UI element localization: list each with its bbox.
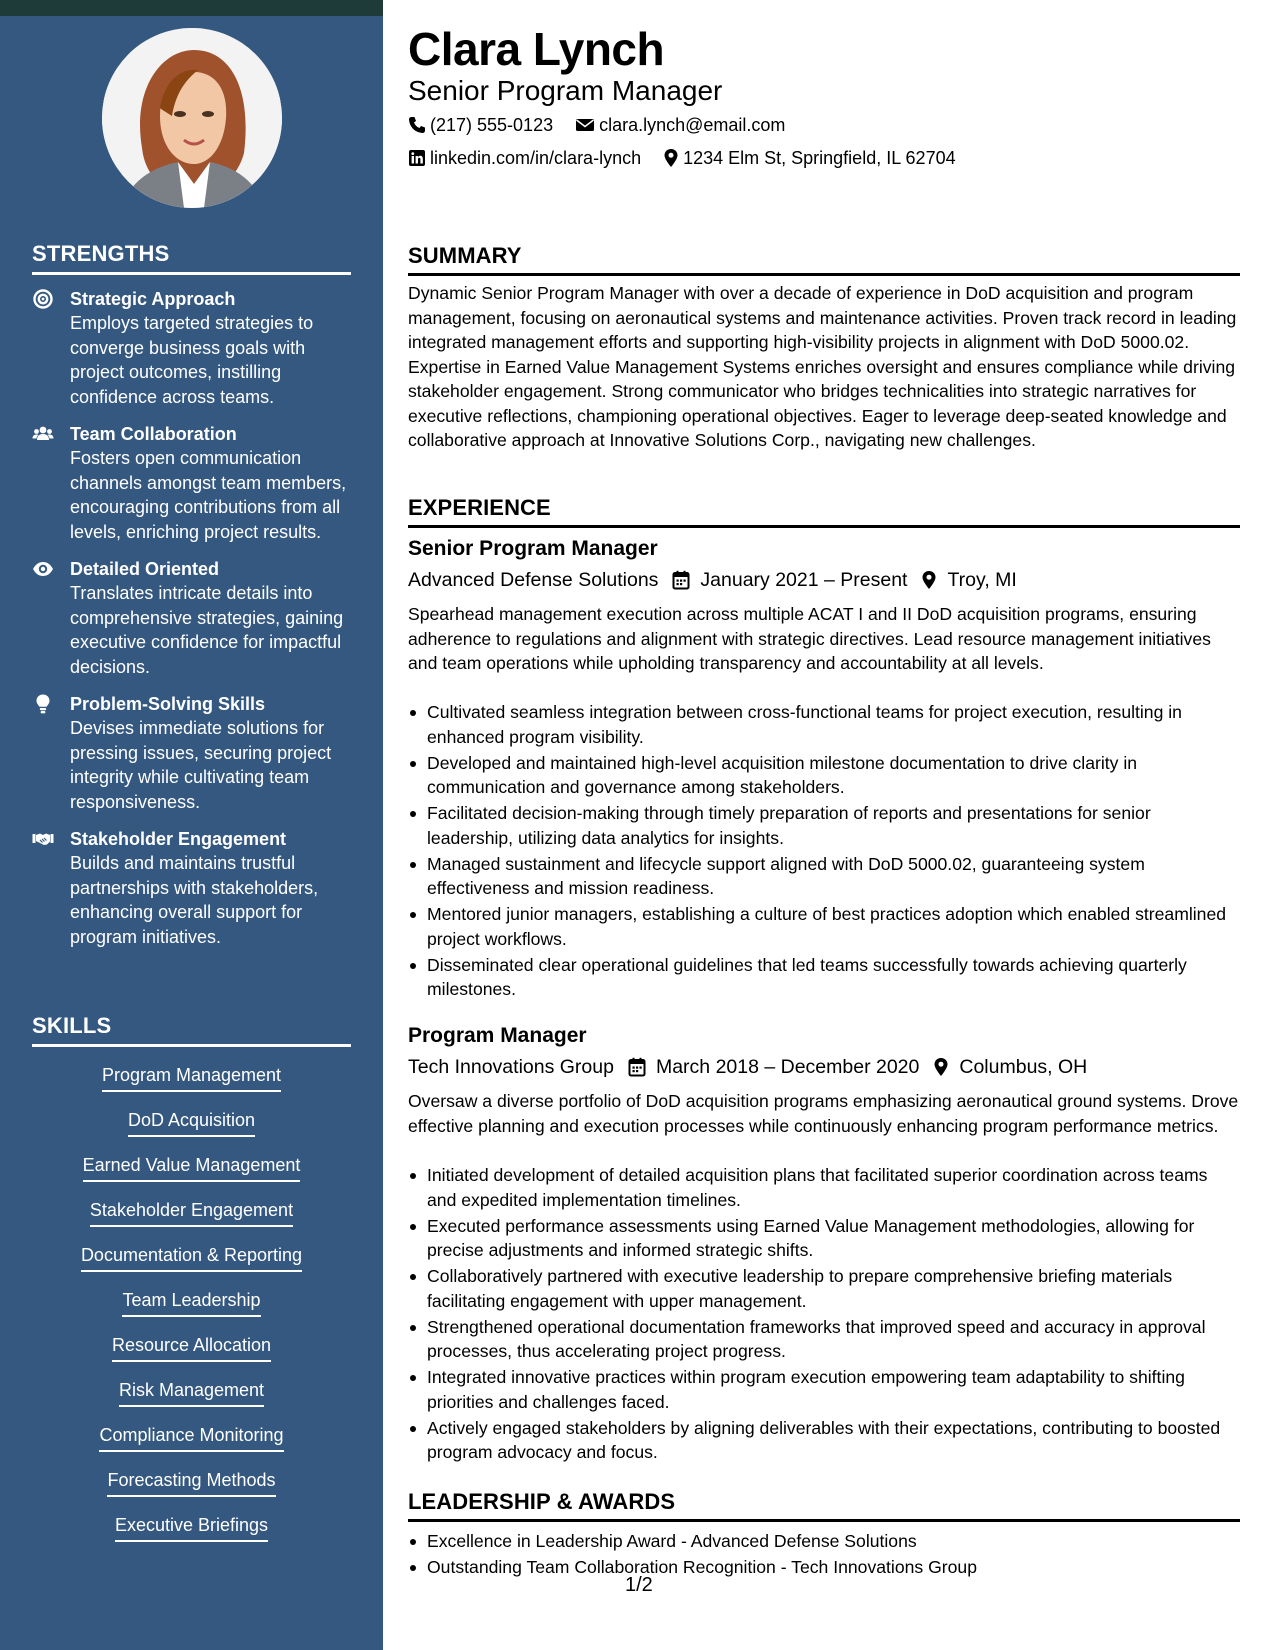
envelope-icon (575, 117, 595, 133)
leadership-heading: LEADERSHIP & AWARDS (408, 1489, 1240, 1522)
job-bullet: Strengthened operational documentation frameworks that improved speed and accuracy in approval processes, thus accelerating project progress. (408, 1315, 1240, 1364)
strength-title: Strategic Approach (70, 289, 236, 309)
job-location-text: Columbus, OH (959, 1056, 1088, 1078)
job-bullet-list (408, 1163, 1240, 1466)
job-dates (628, 1054, 919, 1080)
strength-title: Team Collaboration (70, 424, 237, 444)
job-bullet: Actively engaged stakeholders by aligning deliverables with their expectations, contributing to boosted program advocacy and focus. (408, 1416, 1240, 1465)
profile-photo (102, 28, 282, 208)
phone-text: (217) 555-0123 (430, 115, 554, 135)
job-location-text: Troy, MI (947, 569, 1017, 591)
skill-tag: Earned Value Management (83, 1153, 301, 1182)
job-company: Tech Innovations Group (408, 1056, 614, 1078)
job-location (933, 1054, 1087, 1080)
strength-item (32, 287, 352, 409)
job-bullet: Collaboratively partnered with executive leadership to prepare comprehensive briefing materials facilitating engagement with upper management. (408, 1264, 1240, 1313)
job-bullet: Executed performance assessments using Earned Value Management methodologies, allowing for precise adjustments and informed strategic shifts. (408, 1214, 1240, 1263)
lightbulb-icon (32, 693, 54, 715)
strength-description: Employs targeted strategies to converge business goals with project outcomes, instilling confidence across teams. (70, 313, 314, 407)
strength-title: Problem-Solving Skills (70, 694, 266, 714)
strength-item (32, 692, 352, 814)
phone-icon (408, 116, 426, 134)
skill-tag: Resource Allocation (112, 1333, 271, 1362)
job-bullet: Integrated innovative practices within program execution empowering team adaptability to shifting priorities and challenges faced. (408, 1365, 1240, 1414)
email-contact[interactable] (575, 113, 785, 137)
skills-list (32, 1063, 351, 1558)
job-bullet: Developed and maintained high-level acquisition milestone documentation to drive clarity in communication and governance among stakeholders. (408, 751, 1240, 800)
job-description: Oversaw a diverse portfolio of DoD acquisition programs emphasizing aeronautical ground systems. Drove effective planning and execution processes while continuously enhancing program performance metrics. (408, 1091, 1239, 1136)
skill-tag: Team Leadership (122, 1288, 260, 1317)
address-text: 1234 Elm St, Springfield, IL 62704 (683, 148, 956, 168)
map-pin-icon (933, 1057, 949, 1077)
map-pin-icon (663, 148, 679, 168)
handshake-icon (32, 828, 54, 850)
linkedin-contact[interactable] (408, 146, 641, 170)
job-bullet: Managed sustainment and lifecycle support aligned with DoD 5000.02, guaranteeing system effectiveness and mission readiness. (408, 852, 1240, 901)
eye-icon (32, 558, 54, 580)
page-number: 1/2 (625, 1574, 653, 1596)
email-text: clara.lynch@email.com (599, 115, 786, 135)
job-title: Senior Program Manager (408, 537, 658, 560)
sidebar (0, 0, 383, 1650)
job-dates-text: January 2021 – Present (700, 569, 908, 591)
phone-contact[interactable] (408, 113, 553, 137)
skills-heading: SKILLS (32, 1013, 351, 1047)
calendar-icon (628, 1057, 646, 1077)
experience-heading: EXPERIENCE (408, 495, 1240, 528)
job-bullet: Cultivated seamless integration between cross-functional teams for project execution, resulting in enhanced program visibility. (408, 700, 1240, 749)
summary-heading: SUMMARY (408, 243, 1240, 276)
award-item: Excellence in Leadership Award - Advanced Defense Solutions (408, 1529, 1240, 1554)
address-contact (663, 146, 956, 170)
strengths-list (32, 287, 352, 962)
strength-description: Builds and maintains trustful partnerships with stakeholders, enhancing overall support for program initiatives. (70, 853, 319, 947)
linkedin-text: linkedin.com/in/clara-lynch (430, 148, 642, 168)
award-item: Outstanding Team Collaboration Recognition - Tech Innovations Group (408, 1555, 1240, 1580)
job-meta (408, 567, 1031, 593)
target-icon (32, 288, 54, 310)
skill-tag: Risk Management (119, 1378, 264, 1407)
summary-text: Dynamic Senior Program Manager with over a decade of experience in DoD acquisition and program management, focusing on aeronautical systems and maintenance activities. Proven track record in leading integrated management efforts and supporting high-visibility projects in alignment with DoD 5000.02. Expertise in Earned Value Management Systems enriches oversight and ensures compliance while driving stakeholder engagement. Strong communicator who bridges technicalities into strategic narratives for executive reflections, championing operational objectives. Eager to leverage deep-seated knowledge and collaborative approach at Innovative Solutions Corp., navigating new challenges. (408, 283, 1237, 450)
strength-description: Fosters open communication channels amongst team members, encouraging contributions from all levels, enriching project results. (70, 448, 347, 542)
strength-title: Stakeholder Engagement (70, 829, 287, 849)
skill-tag: DoD Acquisition (128, 1108, 255, 1137)
job-bullet: Mentored junior managers, establishing a culture of best practices adoption which enabled streamlined project workflows. (408, 902, 1240, 951)
skill-tag: Executive Briefings (115, 1513, 268, 1542)
portrait-image (102, 28, 282, 208)
job-company: Advanced Defense Solutions (408, 569, 659, 591)
skill-tag: Compliance Monitoring (99, 1423, 283, 1452)
job-title: Program Manager (408, 1024, 587, 1047)
job-meta (408, 1054, 1101, 1080)
strengths-heading: STRENGTHS (32, 241, 351, 275)
contact-row (408, 113, 807, 137)
skill-tag: Stakeholder Engagement (90, 1198, 293, 1227)
strength-description: Devises immediate solutions for pressing issues, securing project integrity while cultivating team responsiveness. (70, 718, 332, 812)
job-description: Spearhead management execution across multiple ACAT I and II DoD acquisition programs, ensuring adherence to regulations and alignment with strategic directives. Lead resource management initiatives and team operations while upholding transparency and accountability at all levels. (408, 604, 1211, 673)
contact-row (408, 146, 978, 170)
job-bullet-list (408, 700, 1240, 1003)
job-dates (672, 567, 907, 593)
job-bullet: Facilitated decision-making through timely preparation of reports and presentations for senior leadership, utilizing data analytics for insights. (408, 801, 1240, 850)
strength-item (32, 557, 352, 679)
strength-item (32, 827, 352, 949)
candidate-title: Senior Program Manager (408, 75, 723, 106)
calendar-icon (672, 570, 690, 590)
job-dates-text: March 2018 – December 2020 (655, 1056, 920, 1078)
skill-tag: Program Management (102, 1063, 281, 1092)
strength-title: Detailed Oriented (70, 559, 220, 579)
linkedin-icon (408, 149, 426, 167)
sidebar-top-bar (0, 0, 383, 16)
job-bullet: Disseminated clear operational guidelines that led teams successfully towards achieving quarterly milestones. (408, 953, 1240, 1002)
strength-description: Translates intricate details into comprehensive strategies, gaining executive confidence for impactful decisions. (70, 583, 344, 677)
job-location (921, 567, 1016, 593)
strength-item (32, 422, 352, 544)
job-bullet: Initiated development of detailed acquisition plans that facilitated superior coordination across teams and expedited implementation timelines. (408, 1163, 1240, 1212)
skill-tag: Forecasting Methods (107, 1468, 275, 1497)
users-icon (32, 423, 54, 445)
awards-list (408, 1529, 1240, 1581)
skill-tag: Documentation & Reporting (81, 1243, 302, 1272)
candidate-name: Clara Lynch (408, 23, 665, 75)
map-pin-icon (921, 570, 937, 590)
